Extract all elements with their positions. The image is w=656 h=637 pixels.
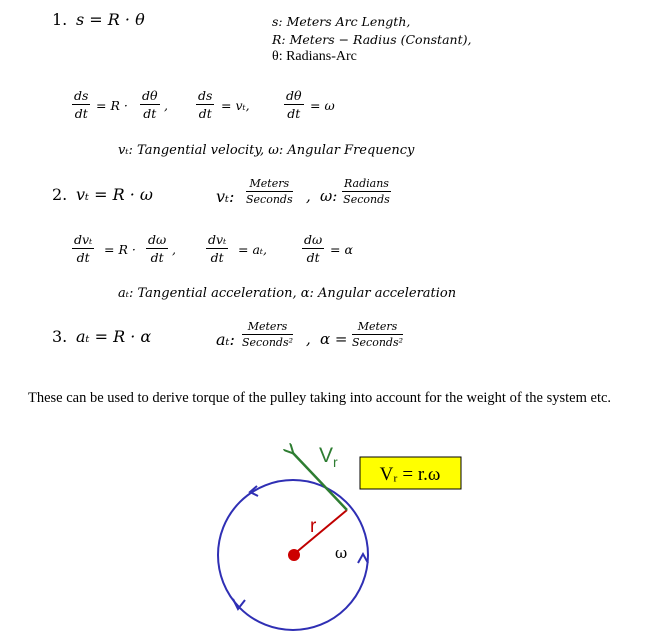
- eq3-formula: aₜ = R · α: [76, 327, 152, 346]
- eq3-unit-sep: ,: [306, 330, 311, 348]
- eq3-unit-a-den: Seconds²: [352, 336, 404, 349]
- eq2-at-rhs: = aₜ,: [238, 242, 267, 257]
- eq2-comma: ,: [172, 242, 176, 257]
- eq1-legend: vₜ: Tangential velocity, ω: Angular Frequency: [118, 143, 415, 158]
- center-dot: [288, 549, 300, 561]
- eq2-frac4-den: dt: [306, 250, 320, 265]
- eq2-unit-sep: ,: [306, 187, 311, 205]
- vr-label: [319, 444, 338, 470]
- eq2-unit-w-label: ω:: [320, 187, 338, 205]
- eq2-mid: = R ·: [104, 242, 136, 257]
- eq1-formula: s = R · θ: [76, 10, 145, 29]
- eq2-frac3-num: dvₜ: [208, 232, 227, 247]
- eq3-number: 3.: [52, 327, 68, 346]
- eq1-vt-rhs: = vₜ,: [221, 98, 250, 113]
- eq2-frac1-den: dt: [76, 250, 90, 265]
- eq2-frac4-num: dω: [304, 232, 323, 247]
- eq2-frac1-num: dvₜ: [74, 232, 93, 247]
- r-label: r: [310, 516, 317, 537]
- circle-arrowhead-left-icon: [233, 599, 245, 609]
- circle-arrowhead-right-icon: [358, 554, 368, 563]
- eq3-unit-a-label: α =: [320, 330, 348, 348]
- eq2-frac2-num: dω: [148, 232, 167, 247]
- eq2-unit-vt-num: Meters: [246, 177, 293, 192]
- eq3-unit-at-den: Seconds²: [242, 336, 294, 349]
- eq3-unit-at-num: Meters: [242, 320, 293, 335]
- paragraph-text: These can be used to derive torque of the pulley taking into account for the weight of the system etc.: [28, 390, 612, 406]
- eq1-frac4-num: dθ: [286, 88, 302, 103]
- eq2-number: 2.: [52, 185, 68, 204]
- eq1-frac4-den: dt: [287, 106, 301, 121]
- eq1-omega-rhs: = ω: [310, 98, 335, 113]
- velocity-formula-text: Vᵣ = r.ω: [379, 464, 441, 485]
- eq2-unit-vt-label: vₜ:: [216, 187, 235, 206]
- eq2-alpha-rhs: = α: [330, 242, 353, 257]
- eq1-frac1-den: dt: [74, 106, 88, 121]
- eq3-unit-a-num: Meters: [352, 320, 403, 335]
- eq1-comma: ,: [164, 98, 168, 113]
- eq2-unit-w-num: Radians: [344, 177, 389, 190]
- eq2-unit-w-den: Seconds: [343, 193, 390, 206]
- eq3-unit-at-label: aₜ:: [216, 330, 235, 349]
- eq2-formula: vₜ = R · ω: [76, 185, 153, 204]
- eq1-frac1-num: ds: [74, 88, 89, 103]
- eq1-def-R: R: Meters − Radius (Constant),: [272, 32, 472, 47]
- eq2-unit-vt-den: Seconds: [246, 193, 293, 206]
- omega-label: ω: [335, 544, 348, 562]
- eq1-def-theta: θ: Radians-Arc: [272, 49, 357, 64]
- eq2-legend: aₜ: Tangential acceleration, α: Angular acceleration: [118, 286, 457, 301]
- eq1-frac3-den: dt: [198, 106, 212, 121]
- eq1-frac2-num: dθ: [142, 88, 158, 103]
- vr-label-main: V: [319, 444, 334, 467]
- eq1-mid: = R ·: [96, 98, 128, 113]
- eq1-number: 1.: [52, 10, 68, 29]
- eq1-def-s: s: Meters Arc Length,: [272, 14, 411, 29]
- eq2-frac3-den: dt: [210, 250, 224, 265]
- vr-label-sub: r: [333, 454, 338, 470]
- eq2-frac2-den: dt: [150, 250, 164, 265]
- eq1-frac3-num: ds: [198, 88, 213, 103]
- eq1-frac2-den: dt: [143, 106, 157, 121]
